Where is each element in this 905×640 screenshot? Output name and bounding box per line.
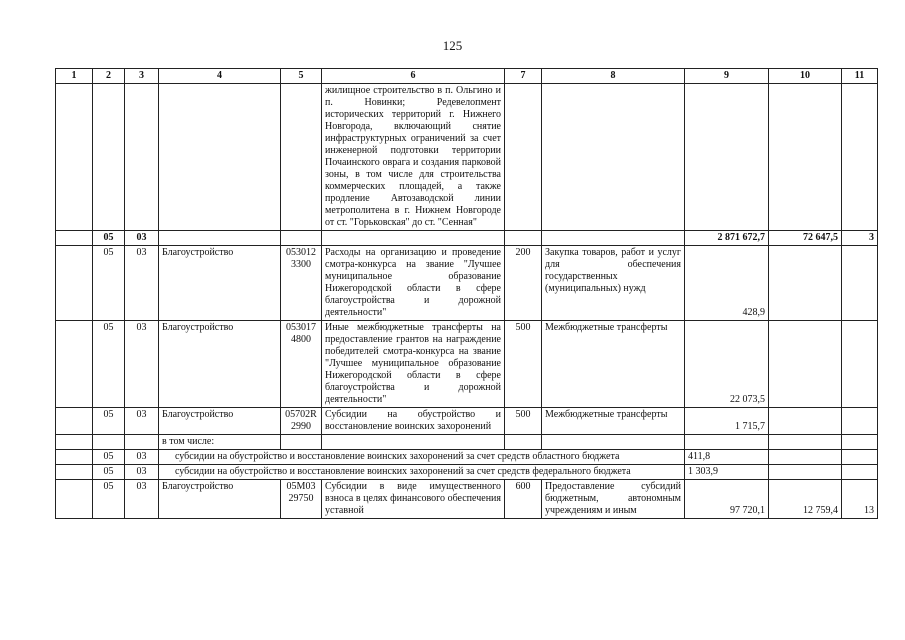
- section-code: 05: [93, 231, 125, 246]
- table-row-including: [56, 435, 878, 450]
- section-code: 05: [93, 246, 125, 321]
- subitem-description: субсидии на обустройство и восстановление воинских захоронений за счет средств федерального бюджета: [159, 465, 685, 480]
- table-row-subitem: [56, 465, 878, 480]
- table-row: [56, 480, 878, 519]
- amount-cell: 22 073,5: [685, 321, 769, 408]
- amount-cell: 2 871 672,7: [685, 231, 769, 246]
- expense-type-code: 500: [505, 321, 542, 408]
- target-article-code: 053017 4800: [281, 321, 322, 408]
- amount-cell: 12 759,4: [769, 480, 842, 519]
- section-code: 05: [93, 465, 125, 480]
- header-cell: 8: [542, 69, 685, 84]
- subsection-name: Благоустройство: [159, 321, 281, 408]
- header-cell: 2: [93, 69, 125, 84]
- section-code: 05: [93, 450, 125, 465]
- expense-type-code: 600: [505, 480, 542, 519]
- subsection-code: 03: [125, 465, 159, 480]
- section-code: 05: [93, 408, 125, 435]
- header-cell: 11: [842, 69, 878, 84]
- subsection-code: 03: [125, 408, 159, 435]
- section-code: 05: [93, 321, 125, 408]
- expense-type-code: 500: [505, 408, 542, 435]
- amount-cell: 97 720,1: [685, 480, 769, 519]
- description-cell: Субсидии в виде имущественного взноса в целях финансового обеспечения уставной: [322, 480, 505, 519]
- table-row-total: [56, 231, 878, 246]
- amount-cell: 3: [842, 231, 878, 246]
- header-cell: 4: [159, 69, 281, 84]
- header-cell: 5: [281, 69, 322, 84]
- header-cell: 6: [322, 69, 505, 84]
- target-article-code: 053012 3300: [281, 246, 322, 321]
- expense-type-name: Предоставление субсидий бюджетным, автономным учреждениям и иным: [542, 480, 685, 519]
- table-row-subitem: [56, 450, 878, 465]
- header-cell: 7: [505, 69, 542, 84]
- header-cell: 10: [769, 69, 842, 84]
- subsection-name: Благоустройство: [159, 408, 281, 435]
- subsection-code: 03: [125, 321, 159, 408]
- table-header-row: [56, 69, 878, 84]
- amount-cell: 1 303,9: [685, 465, 769, 480]
- table-row-continuation: [56, 84, 878, 231]
- target-article-code: 05702R 2990: [281, 408, 322, 435]
- description-cell: Расходы на организацию и проведение смотра-конкурса на звание "Лучшее муниципальное образование Нижегородской области в сфере благоустройства и дорожной деятельности": [322, 246, 505, 321]
- expense-type-code: 200: [505, 246, 542, 321]
- amount-cell: 428,9: [685, 246, 769, 321]
- description-cell: Субсидии на обустройство и восстановление воинских захоронений: [322, 408, 505, 435]
- table-row: [56, 408, 878, 435]
- subsection-name: Благоустройство: [159, 246, 281, 321]
- header-cell: 3: [125, 69, 159, 84]
- amount-cell: 411,8: [685, 450, 769, 465]
- subsection-code: 03: [125, 450, 159, 465]
- header-cell: 9: [685, 69, 769, 84]
- expense-type-name: Межбюджетные трансферты: [542, 408, 685, 435]
- subsection-code: 03: [125, 480, 159, 519]
- expense-type-name: Закупка товаров, работ и услуг для обеспечения государственных (муниципальных) нужд: [542, 246, 685, 321]
- including-label: в том числе:: [159, 435, 281, 450]
- table-row: [56, 246, 878, 321]
- subsection-code: 03: [125, 246, 159, 321]
- subitem-description: субсидии на обустройство и восстановление воинских захоронений за счет средств областного бюджета: [159, 450, 685, 465]
- amount-cell: 13: [842, 480, 878, 519]
- budget-table: [55, 68, 878, 519]
- subsection-name: Благоустройство: [159, 480, 281, 519]
- description-cell: Иные межбюджетные трансферты на предоставление грантов на награждение победителей смотра-конкурса на звание "Лучшее муниципальное образование Нижегородской области в сфере благоустройства и дорожной деятельности": [322, 321, 505, 408]
- target-article-code: 05М03 29750: [281, 480, 322, 519]
- expense-type-name: Межбюджетные трансферты: [542, 321, 685, 408]
- description-cell: жилищное строительство в п. Ольгино и п. Новинки; Редевелопмент исторических территорий г. Нижнего Новгорода, включающий снятие инфраструктурных ограничений за счет инженерной подготовки территории Почаинского оврага и создания парковой зоны, в том числе для строительства коммерческих площадей, а также продление Автозаводской линии метрополитена в г. Нижнем Новгороде от ст. "Горьковская" до ст. "Сенная": [322, 84, 505, 231]
- amount-cell: 1 715,7: [685, 408, 769, 435]
- page-number: 125: [442, 38, 463, 53]
- header-cell: 1: [56, 69, 93, 84]
- table-row: [56, 321, 878, 408]
- subsection-code: 03: [125, 231, 159, 246]
- section-code: 05: [93, 480, 125, 519]
- amount-cell: 72 647,5: [769, 231, 842, 246]
